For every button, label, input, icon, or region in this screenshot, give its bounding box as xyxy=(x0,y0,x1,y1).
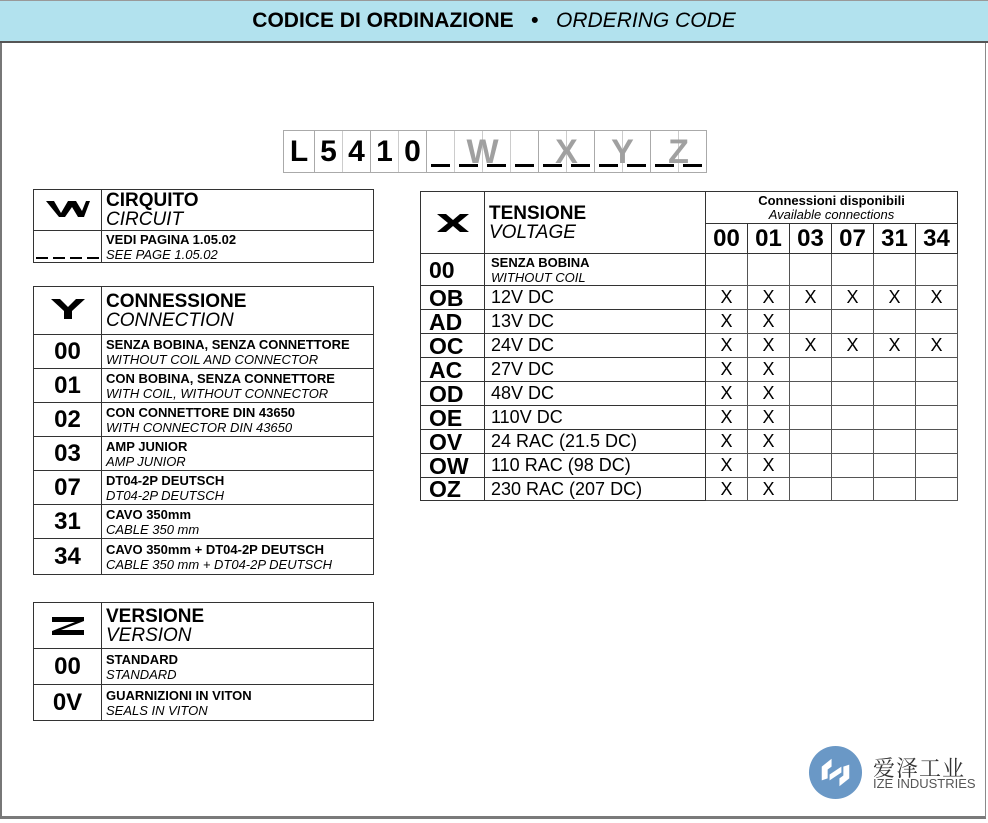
code-group-54 xyxy=(315,131,371,172)
voltage-table xyxy=(420,191,958,501)
version-row: 00 STANDARD STANDARD xyxy=(34,649,374,685)
column-header: 03 xyxy=(790,224,832,254)
voltage-row: OZ 230 RAC (207 DC) X X xyxy=(421,478,958,501)
watermark-name-en: IZE INDUSTRIES xyxy=(873,776,976,791)
ordering-code-strip xyxy=(283,130,707,173)
available-connections-header: Connessioni disponibili Available connections xyxy=(706,192,958,224)
x-symbol-icon xyxy=(421,192,485,254)
voltage-row: OV 24 RAC (21.5 DC) X X xyxy=(421,430,958,454)
connection-row: 03 AMP JUNIOR AMP JUNIOR xyxy=(34,437,374,471)
column-header: 31 xyxy=(874,224,916,254)
circuit-code-dashes xyxy=(34,231,102,263)
voltage-row: AC 27V DC X X xyxy=(421,358,958,382)
connection-row: 00 SENZA BOBINA, SENZA CONNETTORE WITHOUT COIL AND CONNECTOR xyxy=(34,335,374,369)
connection-row: 02 CON CONNETTORE DIN 43650 WITH CONNECTOR DIN 43650 xyxy=(34,403,374,437)
voltage-row: AD 13V DC X X xyxy=(421,310,958,334)
connection-row: 01 CON BOBINA, SENZA CONNETTORE WITH COIL, WITHOUT CONNECTOR xyxy=(34,369,374,403)
code-char: 5 xyxy=(320,134,337,168)
code-group-prefix xyxy=(284,131,315,172)
voltage-row: OW 110 RAC (98 DC) X X xyxy=(421,454,958,478)
code-group-x xyxy=(539,131,595,172)
code-group-w xyxy=(427,131,539,172)
placeholder-w: W xyxy=(466,133,499,171)
code-char: 4 xyxy=(342,131,370,172)
code-group-y xyxy=(595,131,651,172)
placeholder-z: Z xyxy=(668,133,689,171)
column-header: 07 xyxy=(832,224,874,254)
placeholder-x: X xyxy=(555,133,578,171)
column-header: 01 xyxy=(748,224,790,254)
title-english: ORDERING CODE xyxy=(556,9,736,32)
code-char: L xyxy=(289,134,309,168)
circuit-table xyxy=(33,189,374,263)
voltage-title-en: VOLTAGE xyxy=(489,221,576,243)
watermark-name-cn: 爱泽工业 xyxy=(873,756,966,781)
connection-row: 34 CAVO 350mm + DT04-2P DEUTSCH CABLE 350 mm + DT04-2P DEUTSCH xyxy=(34,539,374,575)
connection-row: 07 DT04-2P DEUTSCH DT04-2P DEUTSCH xyxy=(34,471,374,505)
connection-title-it: CONNESSIONE xyxy=(106,290,247,312)
version-table xyxy=(33,602,374,721)
version-row: 0V GUARNIZIONI IN VITON SEALS IN VITON xyxy=(34,685,374,721)
z-symbol-icon xyxy=(34,603,102,649)
circuit-row: VEDI PAGINA 1.05.02 SEE PAGE 1.05.02 xyxy=(102,231,374,263)
w-symbol-icon xyxy=(34,190,102,231)
y-symbol-icon xyxy=(34,287,102,335)
column-header: 34 xyxy=(916,224,958,254)
title-separator: • xyxy=(531,9,539,32)
code-group-10 xyxy=(371,131,427,172)
code-char: 1 xyxy=(376,134,393,168)
ize-logo-icon xyxy=(808,745,863,800)
voltage-row: OC 24V DC X X X X X X xyxy=(421,334,958,358)
voltage-row: OD 48V DC X X xyxy=(421,382,958,406)
voltage-row: OE 110V DC X X xyxy=(421,406,958,430)
version-title-en: VERSION xyxy=(106,624,192,646)
voltage-title-it: TENSIONE xyxy=(489,202,587,224)
placeholder-y: Y xyxy=(611,133,634,171)
code-char: 0 xyxy=(398,131,426,172)
circuit-title-en: CIRCUIT xyxy=(106,209,184,230)
title-italian: CODICE DI ORDINAZIONE xyxy=(252,9,514,32)
circuit-title-it: CIRQUITO xyxy=(106,190,199,211)
page-header xyxy=(0,0,988,43)
connection-table xyxy=(33,286,374,575)
column-header: 00 xyxy=(706,224,748,254)
connection-row: 31 CAVO 350mm CABLE 350 mm xyxy=(34,505,374,539)
connection-title-en: CONNECTION xyxy=(106,309,234,331)
version-title-it: VERSIONE xyxy=(106,605,205,627)
voltage-row: OB 12V DC X X X X X X xyxy=(421,286,958,310)
voltage-row-no-coil: 00 SENZA BOBINA WITHOUT COIL xyxy=(421,254,958,286)
code-group-z xyxy=(651,131,706,172)
